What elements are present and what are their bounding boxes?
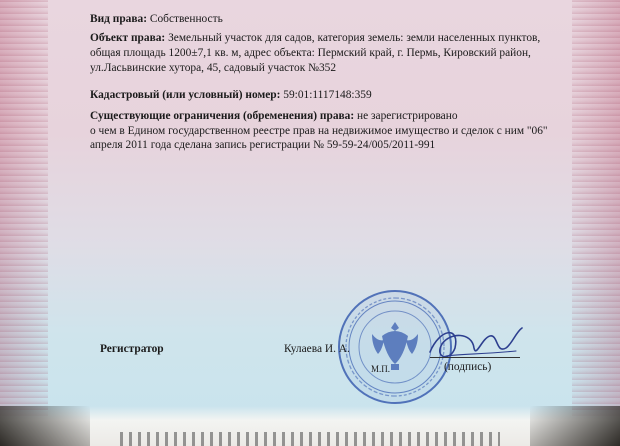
registrar-label: Регистратор bbox=[100, 343, 164, 355]
object-row bbox=[90, 31, 590, 47]
cadastral-value: 59:01:1117148:359 bbox=[283, 89, 372, 101]
object-row-2 bbox=[90, 46, 590, 62]
encumbrance-row bbox=[90, 109, 590, 125]
registrar-row bbox=[100, 343, 164, 355]
object-value-line1: Земельный участок для садов, категория земель: земли населенных пунктов, bbox=[168, 32, 541, 44]
frame-left-ornament bbox=[0, 0, 48, 446]
registry-note-line2 bbox=[90, 138, 590, 154]
corner-shadow-left bbox=[0, 406, 90, 446]
stamp-place-label: М.П. bbox=[371, 364, 391, 374]
right-type-row bbox=[90, 12, 590, 28]
frame-bottom-pattern bbox=[120, 432, 500, 446]
signature-line bbox=[430, 357, 520, 358]
object-label: Объект права: bbox=[90, 32, 166, 44]
registry-note-text-1: о чем в Едином государственном реестре прав на недвижимое имущество и сделок с ним "06" bbox=[90, 125, 548, 137]
cadastral-label: Кадастровый (или условный) номер: bbox=[90, 89, 281, 101]
right-type-label: Вид права: bbox=[90, 13, 148, 25]
object-row-3 bbox=[90, 61, 590, 77]
cadastral-row bbox=[90, 88, 590, 104]
object-value-line2: общая площадь 1200±7,1 кв. м, адрес объекта: Пермский край, г. Пермь, Кировский район, bbox=[90, 47, 531, 59]
encumbrance-value: не зарегистрировано bbox=[357, 110, 458, 122]
object-value-line3: ул.Ласьвинские хутора, 45, садовый участок №352 bbox=[90, 62, 337, 74]
encumbrance-label: Существующие ограничения (обременения) права: bbox=[90, 110, 355, 122]
corner-shadow-right bbox=[530, 406, 620, 446]
right-type-value: Собственность bbox=[149, 13, 223, 25]
signature-caption: (подпись) bbox=[444, 361, 492, 373]
registry-note-text-2: апреля 2011 года сделана запись регистрации № 59-59-24/005/2011-991 bbox=[90, 139, 436, 151]
registrar-name: Кулаева И. А. bbox=[284, 343, 350, 355]
